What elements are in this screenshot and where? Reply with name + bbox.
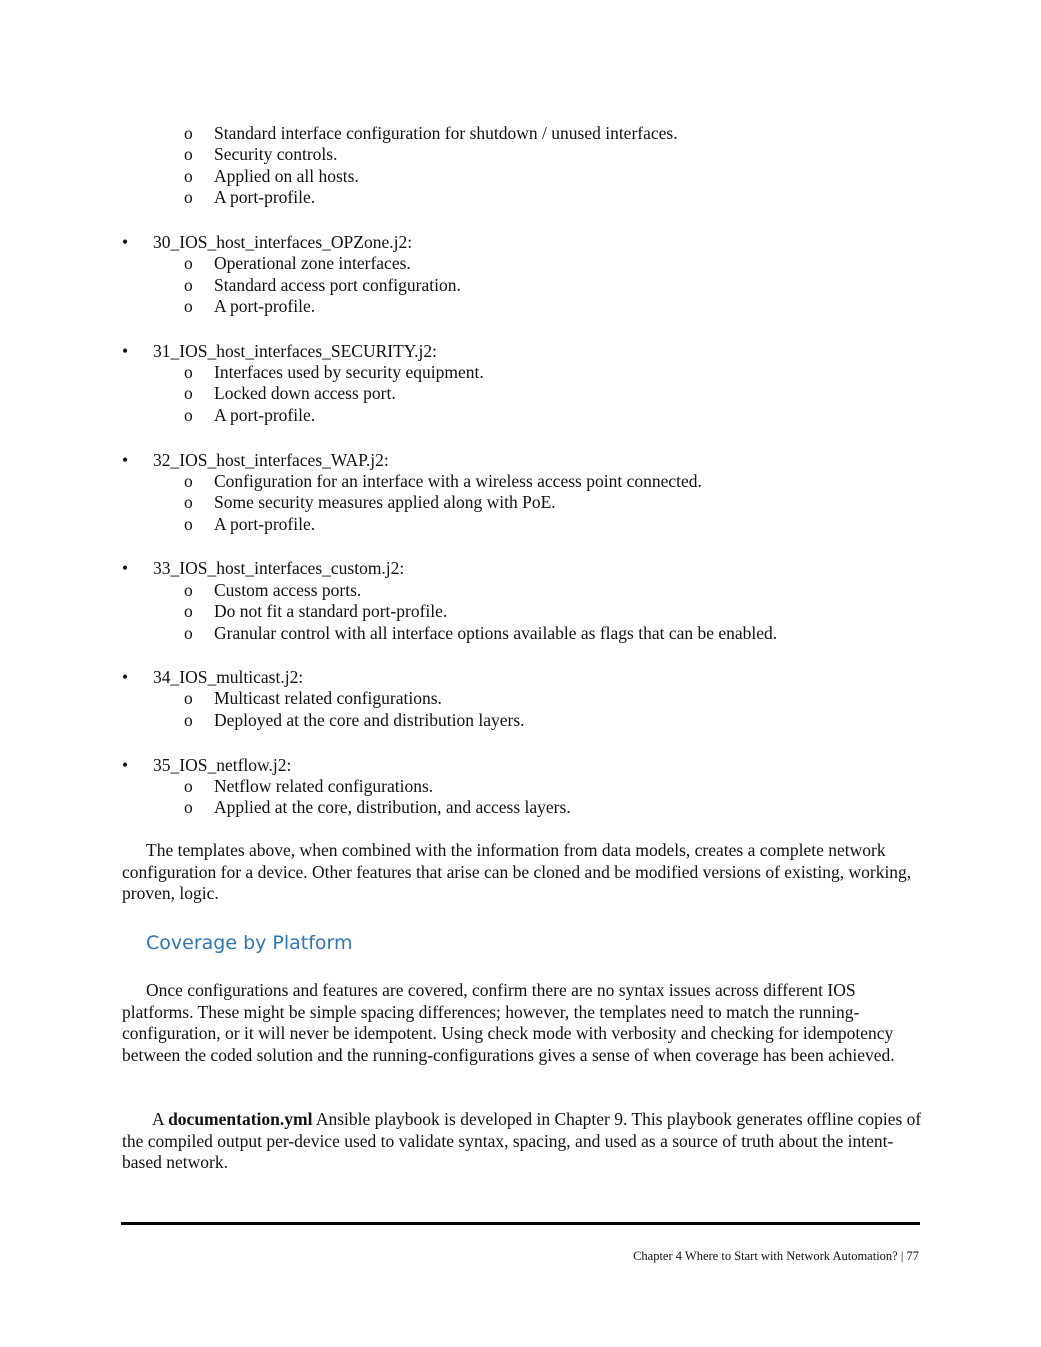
sub-list-marker: o: [184, 492, 193, 512]
sub-list-item: Multicast related configurations.: [214, 688, 442, 708]
sub-list-marker: o: [184, 253, 193, 273]
bullet-marker: •: [122, 450, 129, 470]
documentation-paragraph: [122, 1109, 922, 1174]
template-filename: 34_IOS_multicast.j2:: [153, 667, 304, 687]
sub-list-marker: o: [184, 776, 193, 796]
sub-list-item: Netflow related configurations.: [214, 776, 434, 796]
template-filename: 33_IOS_host_interfaces_custom.j2:: [153, 558, 405, 578]
documentation-playbook-name: documentation.yml: [168, 1109, 313, 1129]
sub-list-item: Locked down access port.: [214, 383, 396, 403]
sub-list-marker: o: [184, 623, 193, 643]
sub-list-marker: o: [184, 362, 193, 382]
sub-list-item: Operational zone interfaces.: [214, 253, 411, 273]
sub-list-marker: o: [184, 710, 193, 730]
sub-list-item: A port-profile.: [214, 405, 316, 425]
sub-list-marker: o: [184, 797, 193, 817]
documentation-suffix: Ansible playbook is developed in Chapter 9. This playbook generates offline copies of the compiled output per-device used to validate syntax, spacing, and used as a source of truth about the intent-based network.: [122, 1109, 922, 1172]
bullet-marker: •: [122, 341, 129, 361]
sub-list-item: Applied on all hosts.: [214, 166, 359, 186]
sub-list-item: Some security measures applied along with PoE.: [214, 492, 556, 512]
sub-list-marker: o: [184, 471, 193, 491]
sub-list-marker: o: [184, 187, 193, 207]
sub-list-item: A port-profile.: [214, 514, 316, 534]
sub-list-item: A port-profile.: [214, 296, 316, 316]
footer-chapter-title: Chapter 4 Where to Start with Network Automation?: [633, 1249, 898, 1263]
sub-list-item: Applied at the core, distribution, and access layers.: [214, 797, 571, 817]
section-heading-coverage: Coverage by Platform: [146, 932, 353, 954]
documentation-prefix: A: [152, 1109, 169, 1129]
sub-list-item: Standard access port configuration.: [214, 275, 461, 295]
sub-list-item: Do not fit a standard port-profile.: [214, 601, 448, 621]
sub-list-marker: o: [184, 144, 193, 164]
sub-list-item: Granular control with all interface options available as flags that can be enabled.: [214, 623, 778, 643]
bullet-marker: •: [122, 667, 129, 687]
template-filename: 35_IOS_netflow.j2:: [153, 755, 292, 775]
sub-list-marker: o: [184, 296, 193, 316]
sub-list-item: Security controls.: [214, 144, 338, 164]
page-footer: [633, 1248, 919, 1264]
sub-list-marker: o: [184, 166, 193, 186]
footer-page-number: 77: [906, 1249, 919, 1263]
sub-list-marker: o: [184, 383, 193, 403]
sub-list-marker: o: [184, 275, 193, 295]
sub-list-item: Custom access ports.: [214, 580, 362, 600]
template-filename: 32_IOS_host_interfaces_WAP.j2:: [153, 450, 389, 470]
sub-list-marker: o: [184, 514, 193, 534]
template-filename: 31_IOS_host_interfaces_SECURITY.j2:: [153, 341, 438, 361]
sub-list-marker: o: [184, 123, 193, 143]
sub-list-item: A port-profile.: [214, 187, 316, 207]
sub-list-item: Deployed at the core and distribution layers.: [214, 710, 525, 730]
sub-list-marker: o: [184, 405, 193, 425]
footer-rule: [121, 1222, 920, 1225]
sub-list-marker: o: [184, 688, 193, 708]
bullet-marker: •: [122, 232, 129, 252]
template-filename: 30_IOS_host_interfaces_OPZone.j2:: [153, 232, 413, 252]
sub-list-item: Interfaces used by security equipment.: [214, 362, 484, 382]
coverage-paragraph: Once configurations and features are covered, confirm there are no syntax issues across different IOS platforms. These might be simple spacing differences; however, the templates need to match the running-configuration, or it will never be idempotent. Using check mode with verbosity and checking for idempotency between the coded solution and the running-configurations gives a sense of when coverage has been achieved.: [122, 980, 895, 1065]
sub-list-item: Configuration for an interface with a wireless access point connected.: [214, 471, 702, 491]
bullet-marker: •: [122, 755, 129, 775]
templates-summary-paragraph: The templates above, when combined with the information from data models, creates a complete network configuration for a device. Other features that arise can be cloned and be modified versions of existing, working, proven, logic.: [122, 840, 912, 903]
bullet-marker: •: [122, 558, 129, 578]
sub-list-marker: o: [184, 601, 193, 621]
footer-separator: |: [900, 1249, 904, 1263]
sub-list-item: Standard interface configuration for shutdown / unused interfaces.: [214, 123, 678, 143]
sub-list-marker: o: [184, 580, 193, 600]
